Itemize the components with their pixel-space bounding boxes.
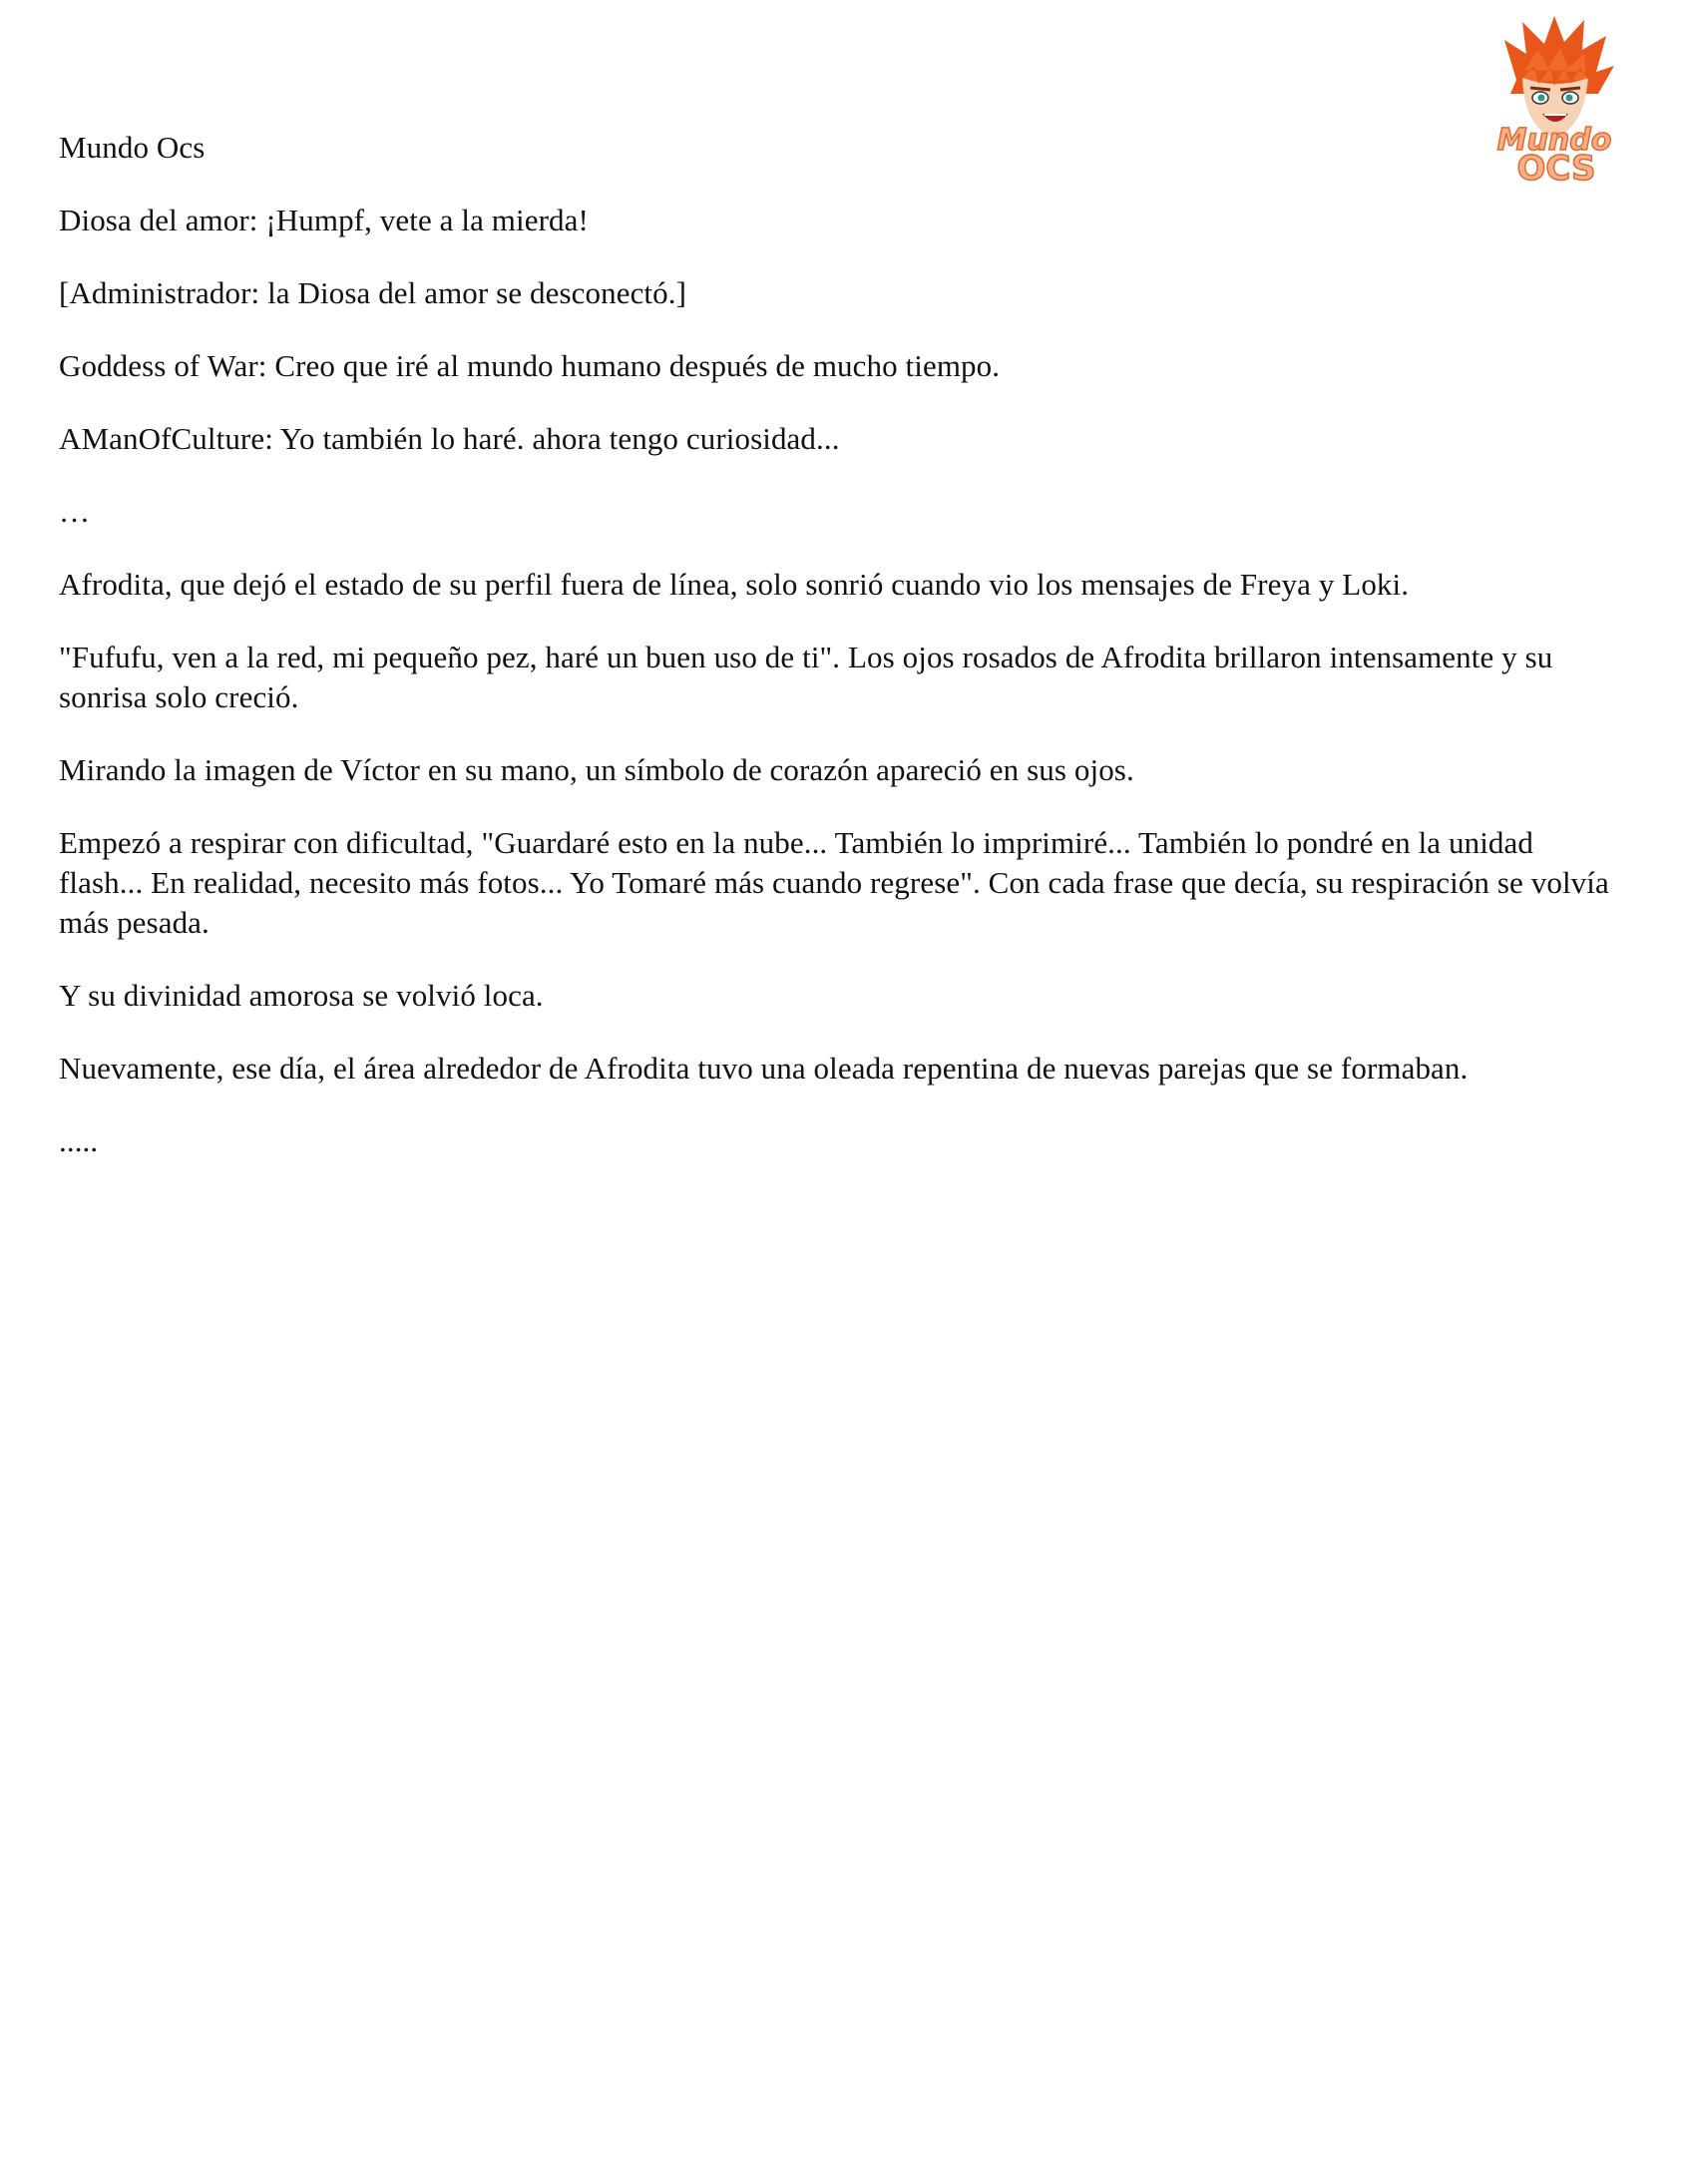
logo-text-mundo: Mundo xyxy=(1496,123,1612,158)
paragraph: Mirando la imagen de Víctor en su mano, un símbolo de corazón apareció en sus ojos. xyxy=(59,752,1134,787)
paragraph: ..... xyxy=(59,1123,99,1158)
paragraph: Diosa del amor: ¡Humpf, vete a la mierda! xyxy=(59,203,589,237)
paragraph: Empezó a respirar con dificultad, "Guardaré esto en la nube... También lo imprimiré... También lo pondré en la unidad flash... En realidad, necesito más fotos... Yo Tomaré más cuando regrese". Con cada frase que decía, su respiración se volvía más pesada. xyxy=(59,825,1609,940)
paragraph-title: Mundo Ocs xyxy=(59,130,206,165)
document-body xyxy=(59,128,1615,1194)
paragraph: Goddess of War: Creo que iré al mundo humano después de mucho tiempo. xyxy=(59,348,1001,383)
paragraph: Afrodita, que dejó el estado de su perfil fuera de línea, solo sonrió cuando vio los mensajes de Freya y Loki. xyxy=(59,567,1410,602)
paragraph: … xyxy=(59,494,91,529)
paragraph: Nuevamente, ese día, el área alrededor de Afrodita tuvo una oleada repentina de nuevas parejas que se formaban. xyxy=(59,1051,1469,1086)
logo-text-ocs: OCS xyxy=(1516,149,1596,189)
paragraph: [Administrador: la Diosa del amor se desconectó.] xyxy=(59,275,687,310)
paragraph: AManOfCulture: Yo también lo haré. ahora tengo curiosidad... xyxy=(59,421,840,456)
paragraph: Y su divinidad amorosa se volvió loca. xyxy=(59,978,544,1013)
paragraph: "Fufufu, ven a la red, mi pequeño pez, haré un buen uso de ti". Los ojos rosados de Afrodita brillaron intensamente y su sonrisa solo creció. xyxy=(59,640,1553,714)
